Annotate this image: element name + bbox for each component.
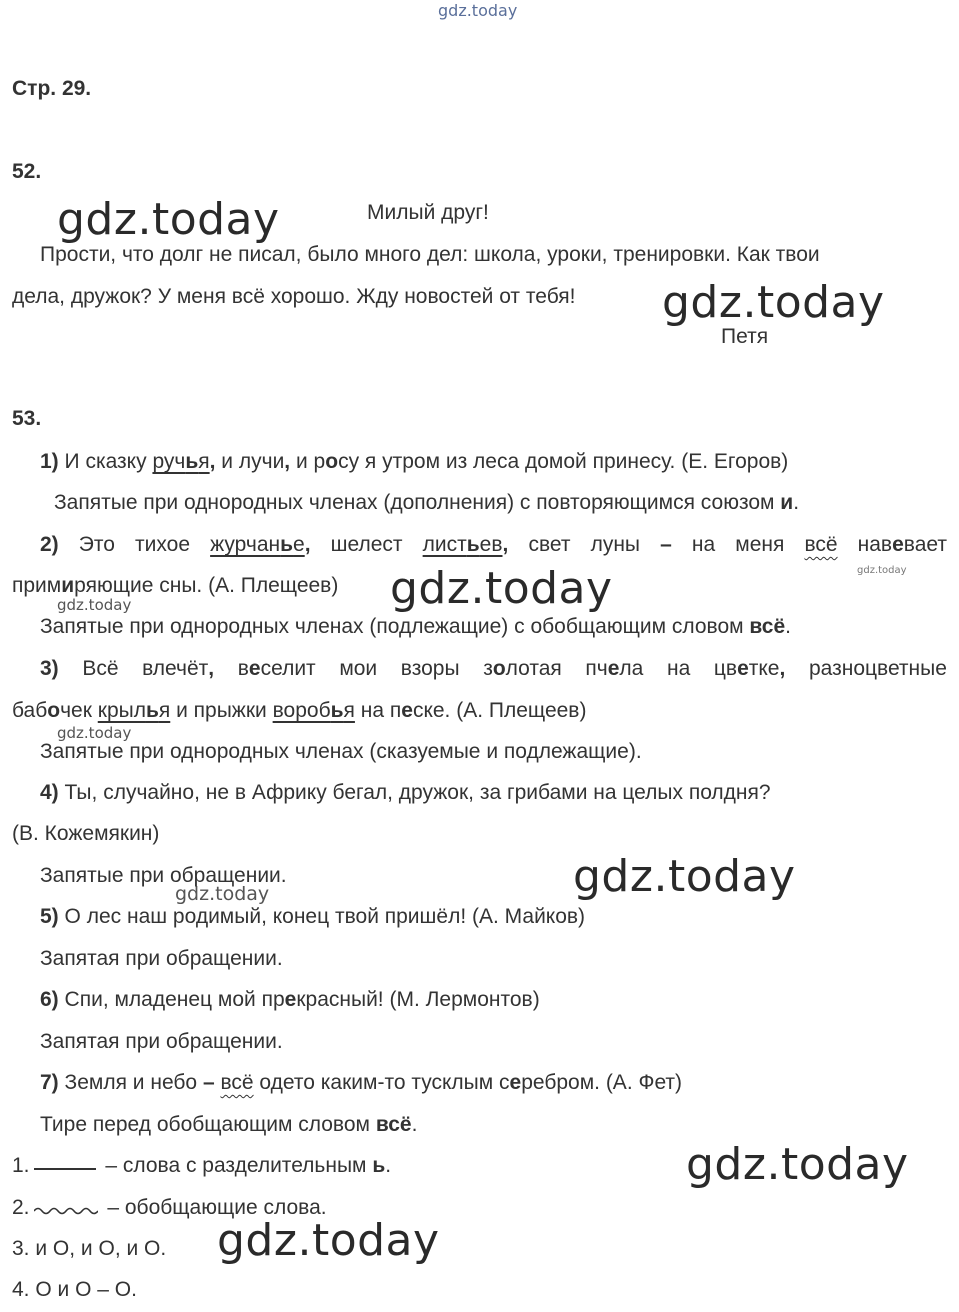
legend-item-3: 3. и О, и О, и О. xyxy=(12,1237,167,1260)
watermark: gdz.today xyxy=(217,1215,440,1266)
word-underlined: крылья xyxy=(97,699,171,722)
legend-item-2: 2. – обобщающие слова. xyxy=(12,1196,327,1219)
watermark: gdz.today xyxy=(573,851,796,902)
sentence-1: 1) И сказку ручья, и лучи, и росу я утром из леса домой принесу. (Е. Егоров) xyxy=(40,450,789,473)
letter-line: дела, дружок? У меня всё хорошо. Жду новостей от тебя! xyxy=(12,285,576,308)
letter-line: Прости, что долг не писал, было много дел: школа, уроки, тренировки. Как твои xyxy=(40,243,820,266)
legend-item-1: 1. – слова с разделительным ь. xyxy=(12,1154,392,1177)
explanation-6: Запятая при обращении. xyxy=(40,1030,283,1053)
sentence-4-author: (В. Кожемякин) xyxy=(12,822,160,845)
explanation-5: Запятая при обращении. xyxy=(40,947,283,970)
explanation-2: Запятые при однородных членах (подлежащие) с обобщающим словом всё. xyxy=(40,615,791,638)
sentence-2: 2) Это тихое журчанье, шелест листьев, свет луны – на меня всё навевает xyxy=(40,533,947,556)
explanation-1: Запятые при однородных членах (дополнения) с повторяющимся союзом и. xyxy=(54,491,800,514)
underline-sample xyxy=(34,1168,96,1170)
legend-item-4: 4. О и О – О. xyxy=(12,1278,137,1301)
sentence-5: 5) О лес наш родимый, конец твой пришёл! (А. Майков) xyxy=(40,905,586,928)
explanation-7: Тире перед обобщающим словом всё. xyxy=(40,1113,418,1136)
watermark: gdz.today xyxy=(686,1139,909,1190)
watermark: gdz.today xyxy=(175,883,270,905)
explanation-3: Запятые при однородных членах (сказуемые и подлежащие). xyxy=(40,740,642,763)
word-underlined: воробья xyxy=(272,699,355,722)
watermark: gdz.today xyxy=(390,563,613,614)
word-underlined: листьев xyxy=(422,533,503,556)
explanation-4: Запятые при обращении. xyxy=(40,864,287,887)
letter-greeting: Милый друг! xyxy=(367,201,489,224)
sentence-2-cont: примиряющие сны. (А. Плещеев) xyxy=(12,574,339,597)
watermark: gdz.today xyxy=(857,565,907,576)
sentence-7: 7) Земля и небо – всё одето каким-то тусклым серебром. (А. Фет) xyxy=(40,1071,683,1094)
word-underlined: журчанье xyxy=(210,533,305,556)
exercise-number: 52. xyxy=(12,160,42,183)
wavy-line-sample xyxy=(34,1206,98,1216)
watermark: gdz.today xyxy=(662,277,885,328)
exercise-number: 53. xyxy=(12,407,42,430)
page-header: Стр. 29. xyxy=(12,77,92,100)
watermark: gdz.today xyxy=(57,194,280,245)
sentence-3-cont: бабочек крылья и прыжки воробья на песке. (А. Плещеев) xyxy=(12,699,587,722)
word-wavy: всё xyxy=(220,1071,254,1094)
letter-signature: Петя xyxy=(721,325,769,348)
sentence-6: 6) Спи, младенец мой прекрасный! (М. Лермонтов) xyxy=(40,988,540,1011)
sentence-4: 4) Ты, случайно, не в Африку бегал, дружок, за грибами на целых полдня? xyxy=(40,781,771,804)
word-underlined: ручья xyxy=(152,450,210,473)
watermark: gdz.today xyxy=(57,596,132,614)
watermark: gdz.today xyxy=(57,724,132,742)
sentence-3: 3) Всё влечёт, веселит мои взоры золотая пчела на цветке, разноцветные xyxy=(40,657,947,680)
watermark-top: gdz.today xyxy=(438,1,518,20)
word-wavy: всё xyxy=(804,533,838,556)
